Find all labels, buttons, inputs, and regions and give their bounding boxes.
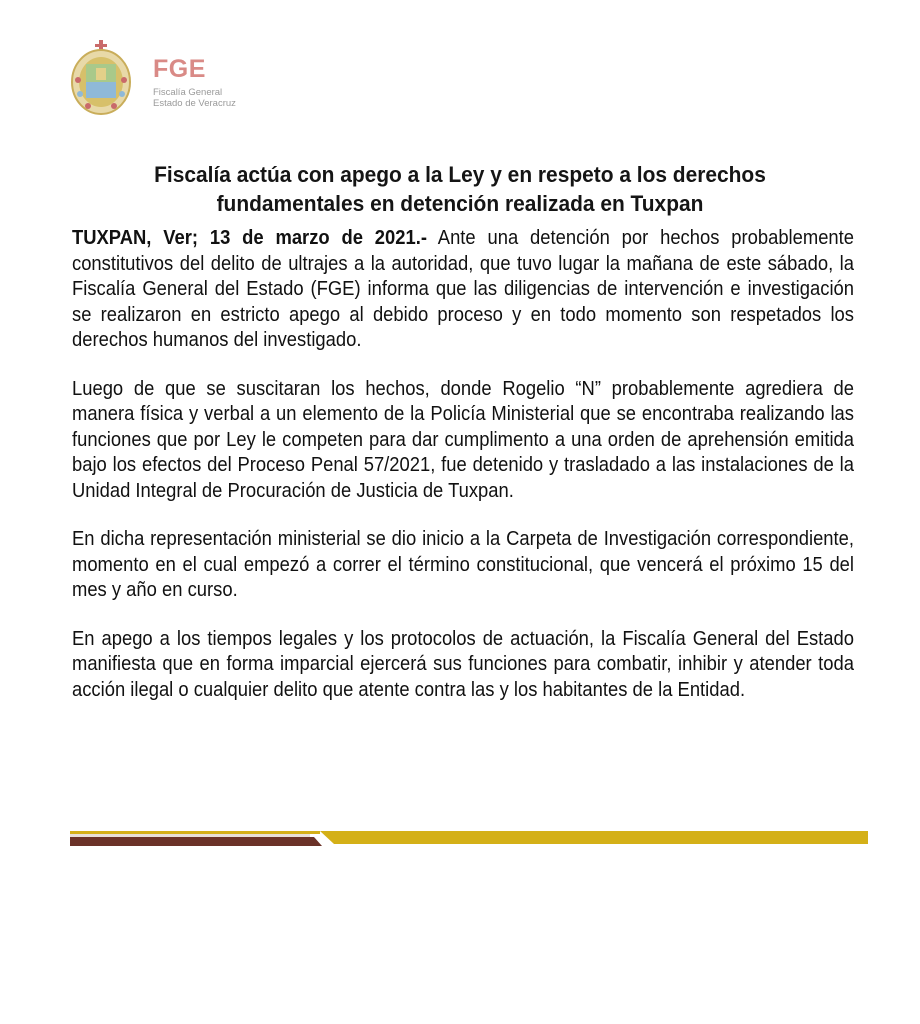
footer-brown-stripe (70, 837, 322, 846)
footer-gold-thin-line (70, 831, 320, 834)
footer-decorative-bar (70, 826, 868, 850)
fge-logo (70, 40, 240, 120)
paragraph-1 (72, 226, 854, 354)
paragraph-2: Luego de que se suscitaran los hechos, donde Rogelio “N” probablemente agrediera de manera física y verbal a un elemento de la Policía Ministerial que se encontraba realizando las funciones que por Ley le competen para dar cumplimento a una orden de aprehensión emitida bajo los efectos del Proceso Penal 57/2021, fue detenido y trasladado a las instalaciones de la Unidad Integral de Procuración de Justicia de Tuxpan. (72, 377, 854, 502)
dateline: TUXPAN, Ver; 13 de marzo de 2021.- (72, 227, 427, 249)
paragraph-4: En apego a los tiempos legales y los protocolos de actuación, la Fiscalía General del Estado manifiesta que en forma imparcial ejercerá sus funciones para combatir, inhibir y atender toda acción ilegal o cualquier delito que atente contra las y los habitantes de la Entidad. (72, 627, 854, 701)
paragraph-3: En dicha representación ministerial se dio inicio a la Carpeta de Investigación correspondiente, momento en el cual empezó a correr el término constitucional, que vencerá el próximo 15 del mes y año en curso. (72, 528, 854, 601)
document-title: Fiscalía actúa con apego a la Ley y en respeto a los derechos fundamentales en detención realizada en Tuxpan (154, 162, 766, 217)
veracruz-coat-of-arms-icon (70, 40, 132, 116)
org-name-line1: Fiscalía General (153, 87, 223, 98)
org-name-line2: Estado de Veracruz (153, 98, 236, 109)
document-body (72, 226, 854, 726)
org-acronym: FGE (153, 55, 206, 83)
footer-gold-band (320, 831, 868, 844)
paragraph-1-text: Ante una detención por hechos probablemente constitutivos del delito de ultrajes a la autoridad, que tuvo lugar la mañana de este sábado, la Fiscalía General del Estado (FGE) informa que las diligencias de intervención e investigación se realizaron en estricto apego al debido proceso y en todo momento son respetados los derechos humanos del investigado. (72, 227, 855, 351)
footer-light-line (70, 834, 310, 837)
